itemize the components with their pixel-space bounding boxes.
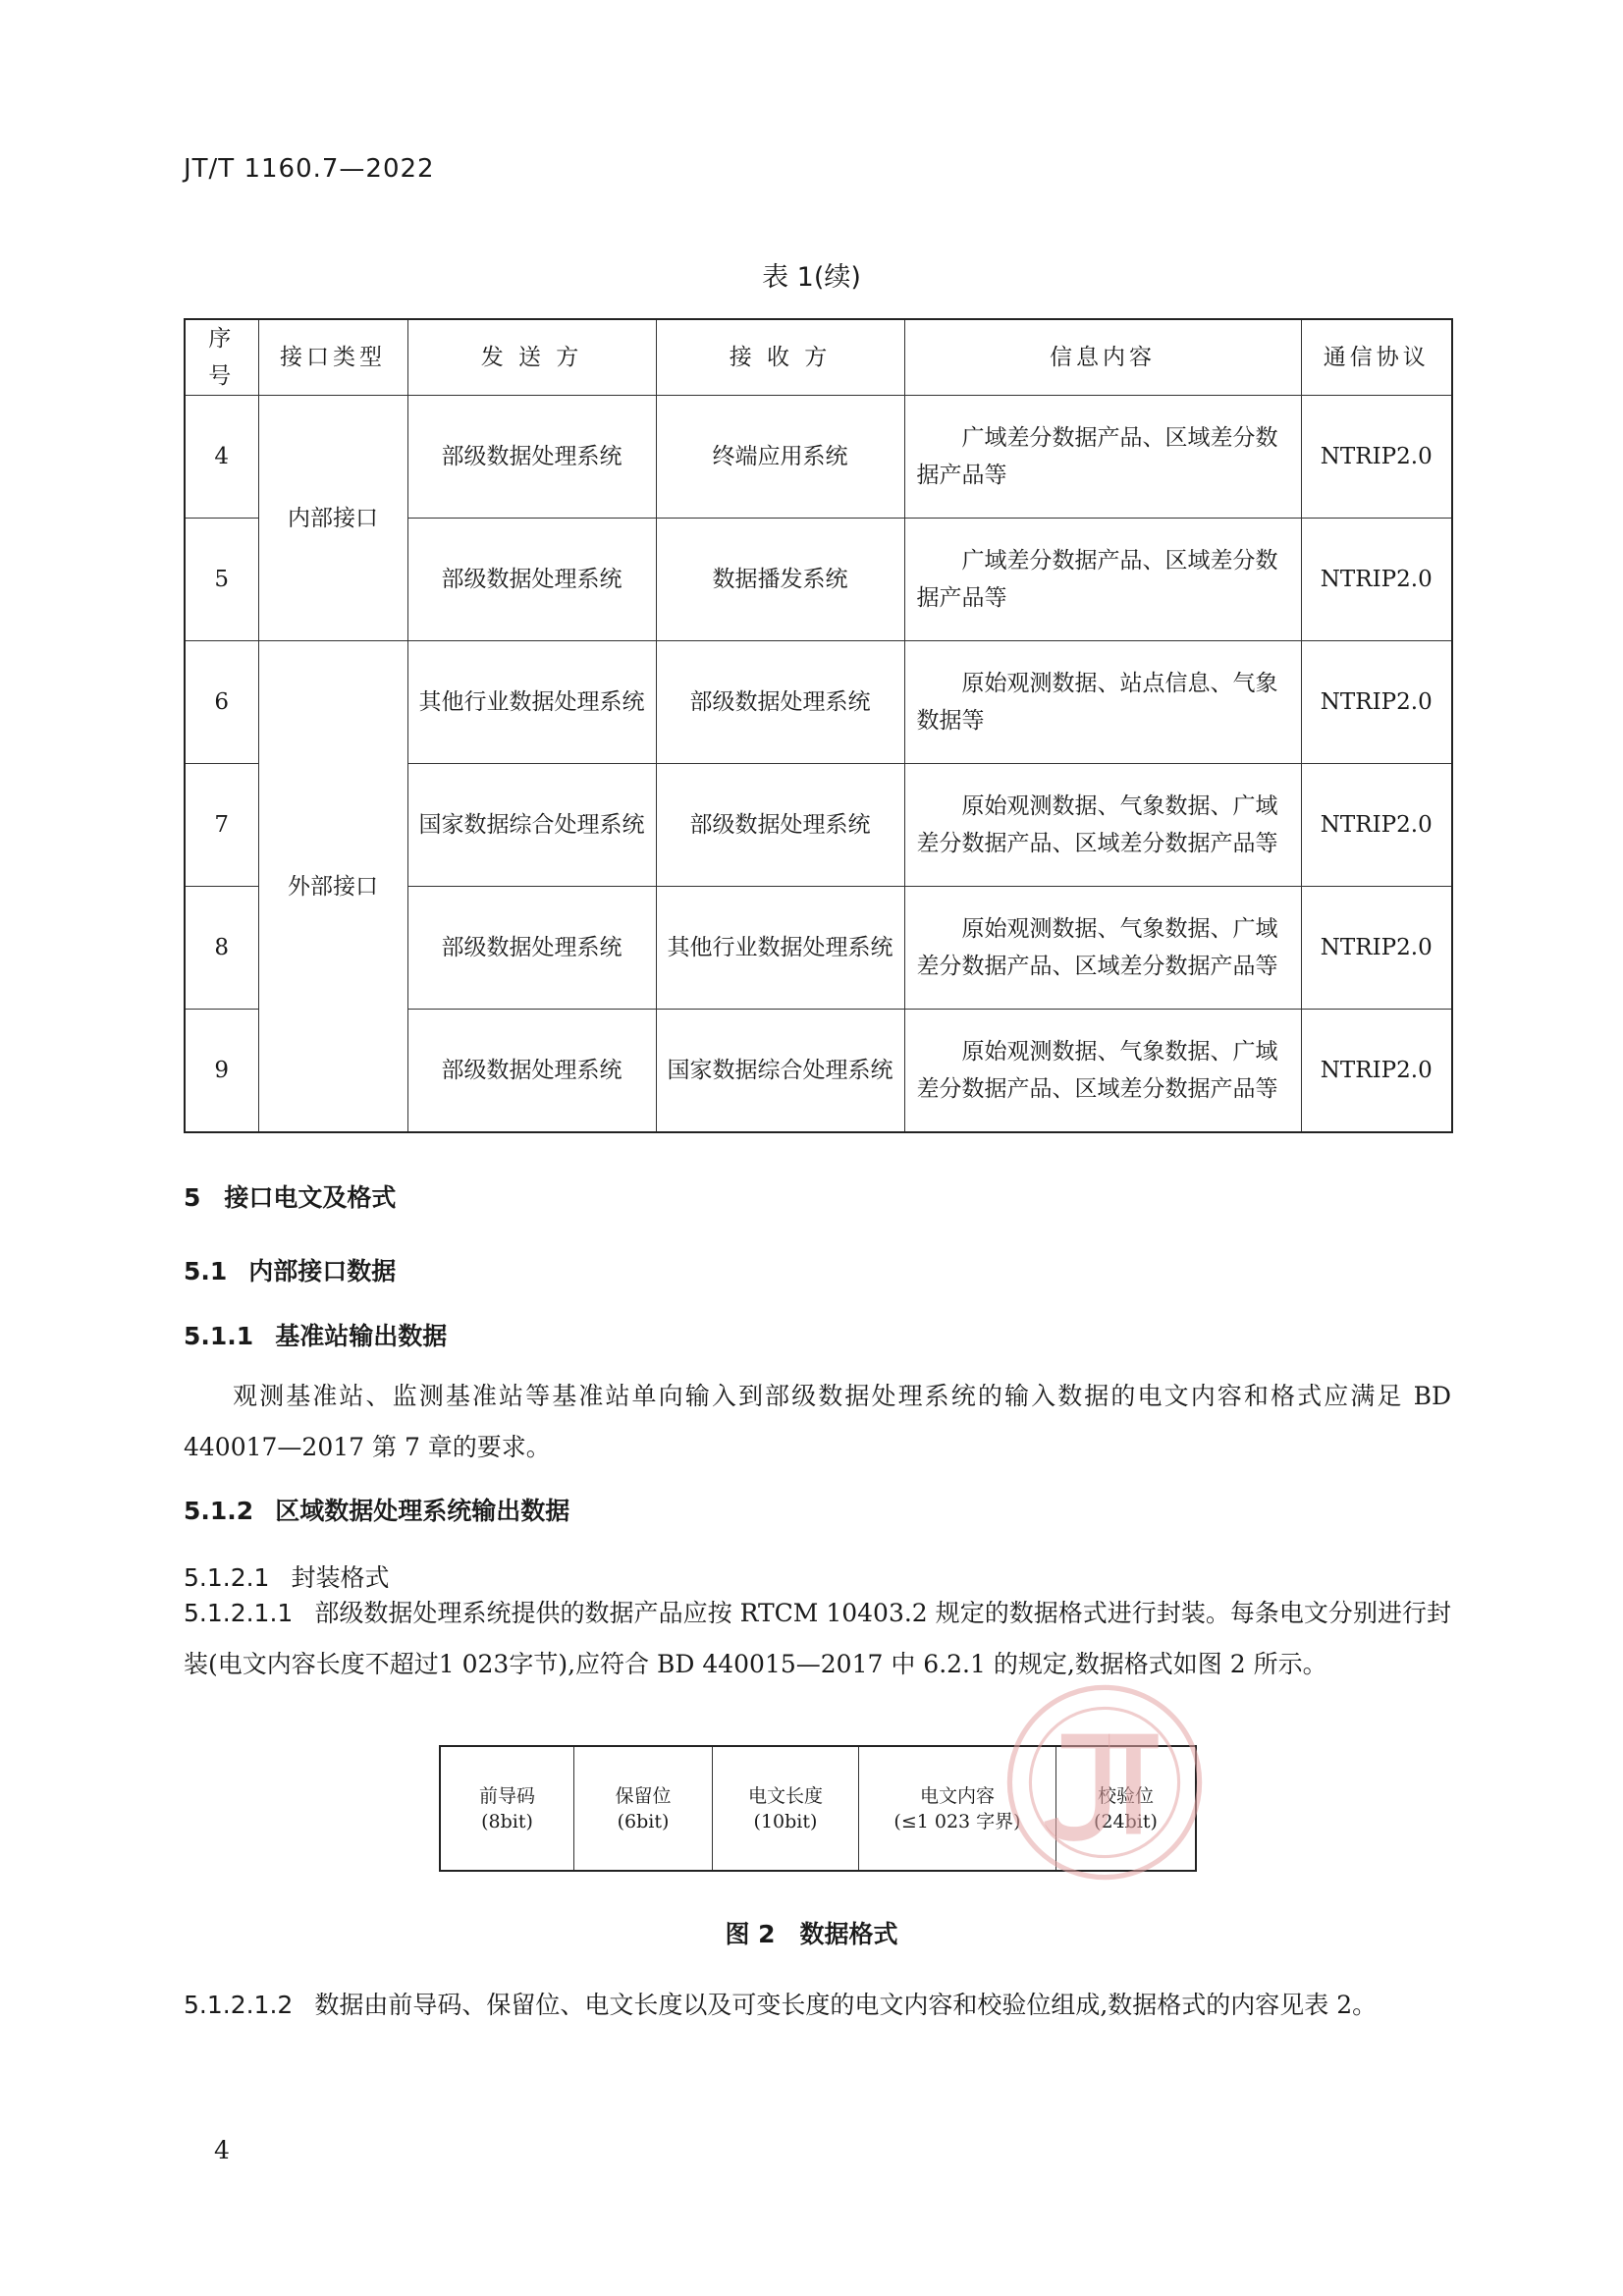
sender-cell: 部级数据处理系统 (407, 887, 656, 1010)
protocol-cell: NTRIP2.0 (1301, 396, 1452, 519)
section-5-heading (184, 1178, 396, 1214)
protocol-cell: NTRIP2.0 (1301, 641, 1452, 764)
section-title: 基准站输出数据 (275, 1322, 448, 1350)
section-number: 5.1.1 (184, 1322, 254, 1350)
info-cell: 原始观测数据、气象数据、广域差分数据产品、区域差分数据产品等 (904, 887, 1301, 1010)
row-number: 9 (185, 1010, 258, 1133)
page-number: 4 (214, 2136, 230, 2164)
field-size: (8bit) (481, 1810, 533, 1832)
col-header: 接 收 方 (656, 319, 904, 396)
field-length (713, 1747, 859, 1870)
sender-cell: 国家数据综合处理系统 (407, 764, 656, 887)
receiver-cell: 终端应用系统 (656, 396, 904, 519)
protocol-cell: NTRIP2.0 (1301, 519, 1452, 641)
row-number: 5 (185, 519, 258, 641)
field-size: (6bit) (617, 1810, 670, 1832)
receiver-cell: 部级数据处理系统 (656, 641, 904, 764)
interface-type-cell: 内部接口 (258, 396, 407, 641)
field-size: (≤1 023 字界) (893, 1810, 1021, 1832)
section-number: 5.1.2.1 (184, 1563, 270, 1592)
col-header: 通信协议 (1301, 319, 1452, 396)
info-cell: 广域差分数据产品、区域差分数据产品等 (904, 396, 1301, 519)
section-title: 封装格式 (291, 1563, 390, 1592)
info-cell: 广域差分数据产品、区域差分数据产品等 (904, 519, 1301, 641)
paragraph-5-1-1: 观测基准站、监测基准站等基准站单向输入到部级数据处理系统的输入数据的电文内容和格式应满足 BD 440017—2017 第 7 章的要求。 (184, 1382, 1451, 1461)
section-5-1-heading (184, 1252, 396, 1287)
document-id: JT/T 1160.7—2022 (184, 154, 435, 184)
interface-type-cell: 外部接口 (258, 641, 407, 1133)
clause-text: 部级数据处理系统提供的数据产品应按 RTCM 10403.2 规定的数据格式进行封装。每条电文分别进行封装(电文内容长度不超过1 023字节),应符合 BD 440015—2017 中 6.2.1 的规定,数据格式如图 2 所示。 (184, 1599, 1451, 1678)
field-content (859, 1747, 1056, 1870)
section-number: 5 (184, 1183, 201, 1212)
section-5-1-1-heading (184, 1317, 447, 1352)
receiver-cell: 数据播发系统 (656, 519, 904, 641)
receiver-cell: 部级数据处理系统 (656, 764, 904, 887)
sender-cell: 部级数据处理系统 (407, 1010, 656, 1133)
info-cell: 原始观测数据、气象数据、广域差分数据产品、区域差分数据产品等 (904, 1010, 1301, 1133)
paragraph-5-1-2-1-1 (184, 1588, 1451, 1690)
protocol-cell: NTRIP2.0 (1301, 1010, 1452, 1133)
protocol-cell: NTRIP2.0 (1301, 887, 1452, 1010)
receiver-cell: 其他行业数据处理系统 (656, 887, 904, 1010)
col-header: 接口类型 (258, 319, 407, 396)
table-row (185, 396, 1452, 519)
col-header: 序号 (185, 319, 258, 396)
section-number: 5.1 (184, 1257, 228, 1285)
section-5-1-2-heading (184, 1492, 569, 1527)
interface-table (184, 318, 1453, 1133)
clause-number: 5.1.2.1.1 (184, 1599, 294, 1627)
field-size: (10bit) (753, 1810, 818, 1832)
info-cell: 原始观测数据、气象数据、广域差分数据产品、区域差分数据产品等 (904, 764, 1301, 887)
row-number: 4 (185, 396, 258, 519)
info-cell: 原始观测数据、站点信息、气象数据等 (904, 641, 1301, 764)
section-title: 区域数据处理系统输出数据 (275, 1497, 570, 1525)
row-number: 7 (185, 764, 258, 887)
table-header-row (185, 319, 1452, 396)
field-name: 电文内容 (919, 1784, 995, 1807)
section-title: 接口电文及格式 (224, 1183, 397, 1212)
clause-number: 5.1.2.1.2 (184, 1991, 294, 2019)
paragraph-5-1-2-1-2 (184, 1980, 1451, 2031)
field-name: 校验位 (1097, 1784, 1154, 1807)
field-name: 前导码 (478, 1784, 535, 1807)
field-size: (24bit) (1094, 1810, 1158, 1832)
sender-cell: 其他行业数据处理系统 (407, 641, 656, 764)
section-title: 内部接口数据 (248, 1257, 397, 1285)
protocol-cell: NTRIP2.0 (1301, 764, 1452, 887)
field-name: 保留位 (615, 1784, 672, 1807)
figure-caption: 图 2 数据格式 (725, 1920, 898, 1948)
row-number: 6 (185, 641, 258, 764)
col-header: 信息内容 (904, 319, 1301, 396)
table-caption: 表 1(续) (762, 262, 861, 293)
data-format-diagram (439, 1745, 1197, 1872)
field-reserved (574, 1747, 713, 1870)
receiver-cell: 国家数据综合处理系统 (656, 1010, 904, 1133)
section-number: 5.1.2 (184, 1497, 254, 1525)
table-row (185, 641, 1452, 764)
field-name: 电文长度 (747, 1784, 823, 1807)
sender-cell: 部级数据处理系统 (407, 519, 656, 641)
field-preamble (441, 1747, 574, 1870)
sender-cell: 部级数据处理系统 (407, 396, 656, 519)
clause-text: 数据由前导码、保留位、电文长度以及可变长度的电文内容和校验位组成,数据格式的内容见表 2。 (314, 1991, 1378, 2019)
row-number: 8 (185, 887, 258, 1010)
field-checksum (1056, 1747, 1195, 1870)
col-header: 发 送 方 (407, 319, 656, 396)
